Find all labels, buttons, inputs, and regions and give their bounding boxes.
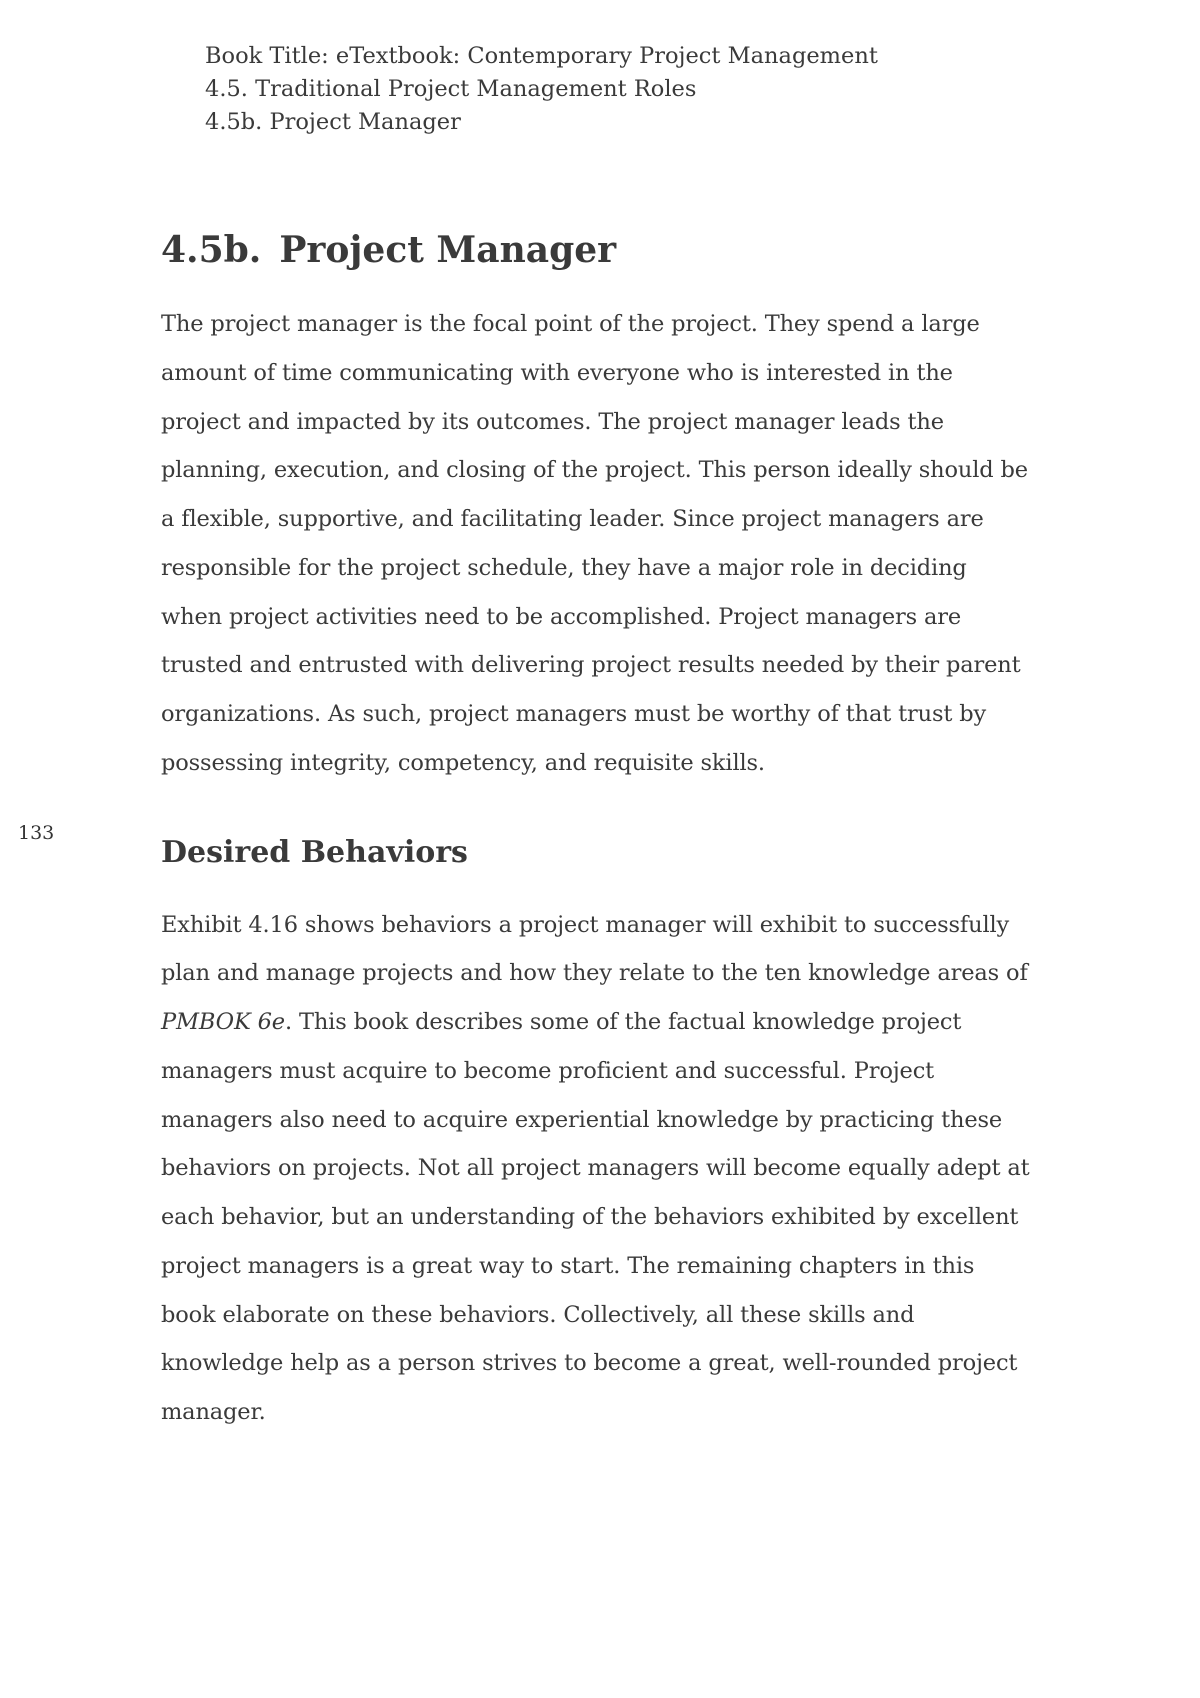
paragraph-line: trusted and entrusted with delivering project results needed by their parent [161, 652, 1021, 679]
paragraph-line: plan and manage projects and how they relate to the ten knowledge areas of [161, 960, 1028, 987]
paragraph-line [161, 998, 1061, 1047]
paragraph-line: responsible for the project schedule, they have a major role in deciding [161, 554, 967, 581]
paragraph-line: amount of time communicating with everyone who is interested in the [161, 359, 953, 386]
paragraph-line: knowledge help as a person strives to become a great, well-rounded project [161, 1350, 1018, 1377]
main-content [161, 222, 1061, 1437]
paragraph-line: book elaborate on these behaviors. Collectively, all these skills and [161, 1301, 915, 1328]
section-title-text: Project Manager [279, 229, 617, 271]
paragraph-line: managers also need to acquire experiential knowledge by practicing these [161, 1106, 1003, 1133]
paragraph-line: each behavior, but an understanding of the behaviors exhibited by excellent [161, 1204, 1019, 1230]
paragraph-line: behaviors on projects. Not all project managers will become equally adept at [161, 1155, 1030, 1182]
paragraph-line: manager. [161, 1399, 266, 1425]
paragraph-line: project managers is a great way to start. The remaining chapters in this [161, 1252, 975, 1279]
body-paragraph-2 [161, 901, 1061, 1437]
paragraph-line-text: . This book describes some of the factual knowledge project [284, 1009, 962, 1035]
breadcrumb-book-title[interactable]: Book Title: eTextbook: Contemporary Project Management [205, 43, 878, 69]
paragraph-line: possessing integrity, competency, and requisite skills. [161, 749, 765, 776]
section-number: 4.5b. [161, 229, 262, 271]
paragraph-line: when project activities need to be accomplished. Project managers are [161, 603, 962, 630]
page-number: 133 [18, 822, 55, 844]
paragraph-line: project and impacted by its outcomes. The project manager leads the [161, 408, 944, 435]
paragraph-line: The project manager is the focal point of the project. They spend a large [161, 311, 980, 337]
subheading-desired-behaviors: Desired Behaviors [161, 834, 468, 870]
paragraph-line: planning, execution, and closing of the project. This person ideally should be [161, 457, 1028, 484]
paragraph-line: managers must acquire to become proficient and successful. Project [161, 1057, 935, 1084]
paragraph-line: Exhibit 4.16 shows behaviors a project manager will exhibit to successfully [161, 911, 1010, 938]
breadcrumb-section[interactable]: 4.5. Traditional Project Management Roles [205, 76, 697, 102]
breadcrumb-subsection[interactable]: 4.5b. Project Manager [205, 109, 461, 135]
breadcrumb [205, 40, 878, 139]
pmbok-reference: PMBOK 6e [161, 1009, 285, 1035]
paragraph-line: a flexible, supportive, and facilitating leader. Since project managers are [161, 506, 984, 532]
page-title [161, 222, 1061, 278]
paragraph-line: organizations. As such, project managers must be worthy of that trust by [161, 701, 987, 727]
body-paragraph-1 [161, 300, 1061, 788]
